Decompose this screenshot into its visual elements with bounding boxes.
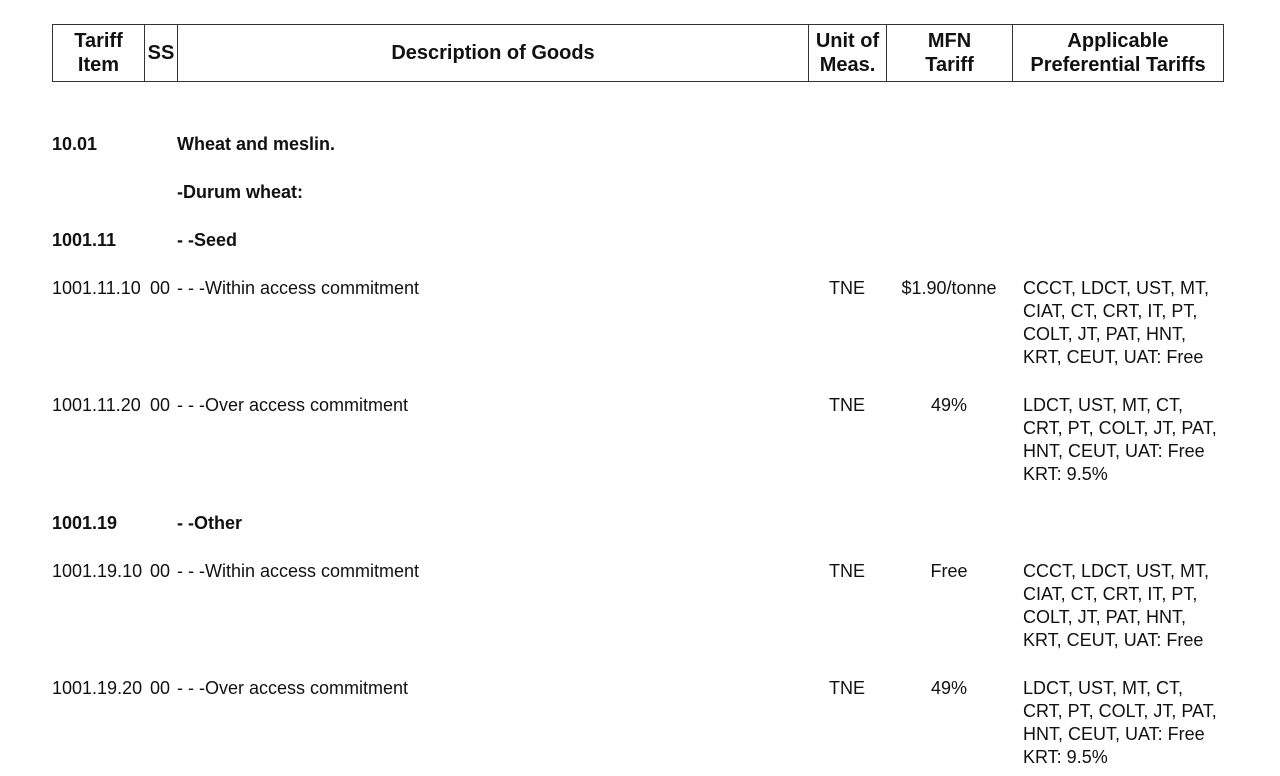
preferential-line: HNT, CEUT, UAT: Free xyxy=(1023,441,1205,461)
preferential-line: COLT, JT, PAT, HNT, xyxy=(1023,324,1187,344)
mfn-tariff: Free xyxy=(930,561,968,581)
goods-description: - -Seed xyxy=(177,230,238,250)
preferential-line: COLT, JT, PAT, HNT, xyxy=(1023,607,1187,627)
header-mfn-tariff: MFN Tariff xyxy=(887,25,1013,81)
statistical-suffix: 00 xyxy=(150,678,171,698)
preferential-line: CRT, PT, COLT, JT, PAT, xyxy=(1023,418,1217,438)
goods-description: - - -Within access commitment xyxy=(177,278,420,298)
mfn-tariff: 49% xyxy=(930,678,968,698)
goods-description: - - -Over access commitment xyxy=(177,395,409,415)
goods-description: -Durum wheat: xyxy=(177,182,303,202)
header-description: Description of Goods xyxy=(178,25,809,81)
preferential-line: HNT, CEUT, UAT: Free xyxy=(1023,724,1205,744)
preferential-tariffs xyxy=(1023,277,1238,369)
goods-description: Wheat and meslin. xyxy=(177,134,336,154)
mfn-tariff: 49% xyxy=(930,395,968,415)
unit-of-measure: TNE xyxy=(829,561,865,581)
preferential-line: CRT, PT, COLT, JT, PAT, xyxy=(1023,701,1217,721)
preferential-line: KRT: 9.5% xyxy=(1023,464,1108,484)
goods-description: - - -Over access commitment xyxy=(177,678,409,698)
tariff-item: 1001.11 xyxy=(52,230,117,250)
header-tariff-item: Tariff Item xyxy=(53,25,145,81)
preferential-line: CIAT, CT, CRT, IT, PT, xyxy=(1023,301,1198,321)
tariff-item: 1001.19.10 xyxy=(52,561,143,581)
preferential-tariffs xyxy=(1023,560,1238,652)
statistical-suffix: 00 xyxy=(150,278,171,298)
tariff-item: 1001.11.20 xyxy=(52,395,141,415)
tariff-item: 10.01 xyxy=(52,134,98,154)
table-header xyxy=(52,24,1224,82)
unit-of-measure: TNE xyxy=(829,278,865,298)
preferential-line: LDCT, UST, MT, CT, xyxy=(1023,678,1184,698)
tariff-item: 1001.11.10 xyxy=(52,278,141,298)
tariff-item: 1001.19.20 xyxy=(52,678,143,698)
mfn-tariff: $1.90/tonne xyxy=(901,278,997,298)
statistical-suffix: 00 xyxy=(150,561,171,581)
preferential-line: CCCT, LDCT, UST, MT, xyxy=(1023,278,1210,298)
statistical-suffix: 00 xyxy=(150,395,171,415)
preferential-tariffs xyxy=(1023,394,1238,486)
header-preferential-tariffs: Applicable Preferential Tariffs xyxy=(1030,30,1206,76)
preferential-line: LDCT, UST, MT, CT, xyxy=(1023,395,1184,415)
header-unit-of-measure: Unit of Meas. xyxy=(809,25,887,81)
preferential-line: CIAT, CT, CRT, IT, PT, xyxy=(1023,584,1198,604)
preferential-tariffs xyxy=(1023,677,1238,769)
preferential-line: KRT, CEUT, UAT: Free xyxy=(1023,630,1204,650)
preferential-line: KRT: 9.5% xyxy=(1023,747,1108,767)
tariff-item: 1001.19 xyxy=(52,513,118,533)
unit-of-measure: TNE xyxy=(829,395,865,415)
preferential-line: KRT, CEUT, UAT: Free xyxy=(1023,347,1204,367)
goods-description: - - -Within access commitment xyxy=(177,561,420,581)
header-ss: SS xyxy=(145,25,178,81)
preferential-line: CCCT, LDCT, UST, MT, xyxy=(1023,561,1210,581)
goods-description: - -Other xyxy=(177,513,242,533)
unit-of-measure: TNE xyxy=(829,678,865,698)
